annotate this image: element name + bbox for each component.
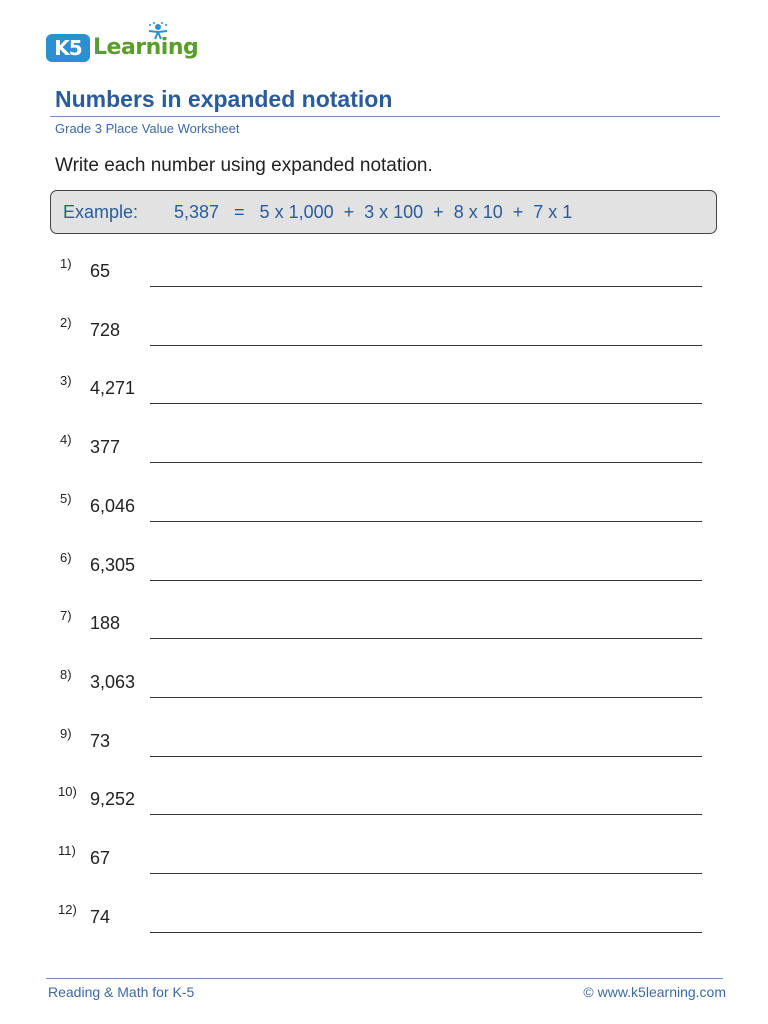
question-value: 6,046 bbox=[90, 495, 136, 516]
answer-line[interactable] bbox=[150, 521, 702, 522]
answer-line[interactable] bbox=[150, 697, 702, 698]
question-row bbox=[0, 603, 768, 643]
question-value: 188 bbox=[90, 613, 121, 634]
answer-line[interactable] bbox=[150, 638, 702, 639]
page-title: Numbers in expanded notation bbox=[55, 86, 393, 112]
question-number: 2) bbox=[60, 314, 72, 330]
page-subtitle: Grade 3 Place Value Worksheet bbox=[55, 121, 240, 136]
question-row bbox=[0, 545, 768, 585]
question-number: 11) bbox=[58, 843, 76, 858]
question-value: 377 bbox=[90, 437, 121, 458]
question-number: 8) bbox=[60, 666, 72, 682]
question-value: 73 bbox=[90, 730, 111, 751]
question-number: 3) bbox=[60, 373, 72, 389]
answer-line[interactable] bbox=[150, 580, 702, 581]
question-row bbox=[0, 368, 768, 408]
answer-line[interactable] bbox=[150, 403, 702, 404]
question-row bbox=[0, 427, 768, 467]
logo-figure-icon bbox=[146, 22, 170, 40]
answer-line[interactable] bbox=[150, 345, 702, 346]
answer-line[interactable] bbox=[150, 756, 702, 757]
footer-divider bbox=[46, 978, 723, 979]
question-row bbox=[0, 662, 768, 702]
example-box bbox=[50, 190, 717, 234]
k5-logo-badge: K5 bbox=[46, 34, 90, 62]
question-number: 6) bbox=[60, 549, 72, 565]
question-row bbox=[0, 251, 768, 291]
question-number: 7) bbox=[60, 608, 72, 624]
question-row bbox=[0, 310, 768, 350]
question-number: 9) bbox=[60, 725, 72, 741]
question-row bbox=[0, 838, 768, 878]
answer-line[interactable] bbox=[150, 873, 702, 874]
question-value: 6,305 bbox=[90, 554, 136, 575]
k5-learning-logo bbox=[46, 22, 206, 66]
answer-line[interactable] bbox=[150, 814, 702, 815]
question-number: 1) bbox=[60, 256, 72, 271]
question-value: 67 bbox=[90, 848, 111, 868]
question-value: 728 bbox=[90, 319, 121, 340]
learning-logo-text: Learning bbox=[93, 35, 199, 60]
example-text: 5,387 = 5 x 1,000 + 3 x 100 + 8 x 10 + 7 x 1 bbox=[174, 202, 573, 222]
footer-copyright: © www.k5learning.com bbox=[583, 984, 726, 1000]
question-row bbox=[0, 779, 768, 819]
question-value: 65 bbox=[90, 261, 111, 281]
instructions: Write each number using expanded notation. bbox=[55, 155, 433, 176]
question-row bbox=[0, 721, 768, 761]
question-number: 4) bbox=[60, 432, 72, 448]
question-value: 4,271 bbox=[90, 378, 136, 399]
question-number: 12) bbox=[58, 901, 77, 917]
question-row bbox=[0, 486, 768, 526]
answer-line[interactable] bbox=[150, 286, 702, 287]
answer-line[interactable] bbox=[150, 462, 702, 463]
answer-line[interactable] bbox=[150, 932, 702, 933]
question-row bbox=[0, 897, 768, 937]
question-number: 5) bbox=[60, 490, 72, 506]
question-value: 3,063 bbox=[90, 671, 136, 692]
title-divider bbox=[50, 116, 720, 117]
question-value: 74 bbox=[90, 906, 111, 927]
question-number: 10) bbox=[58, 784, 77, 800]
footer-tagline: Reading & Math for K-5 bbox=[48, 984, 195, 1000]
example-label: Example: bbox=[63, 202, 139, 222]
question-value: 9,252 bbox=[90, 789, 136, 810]
